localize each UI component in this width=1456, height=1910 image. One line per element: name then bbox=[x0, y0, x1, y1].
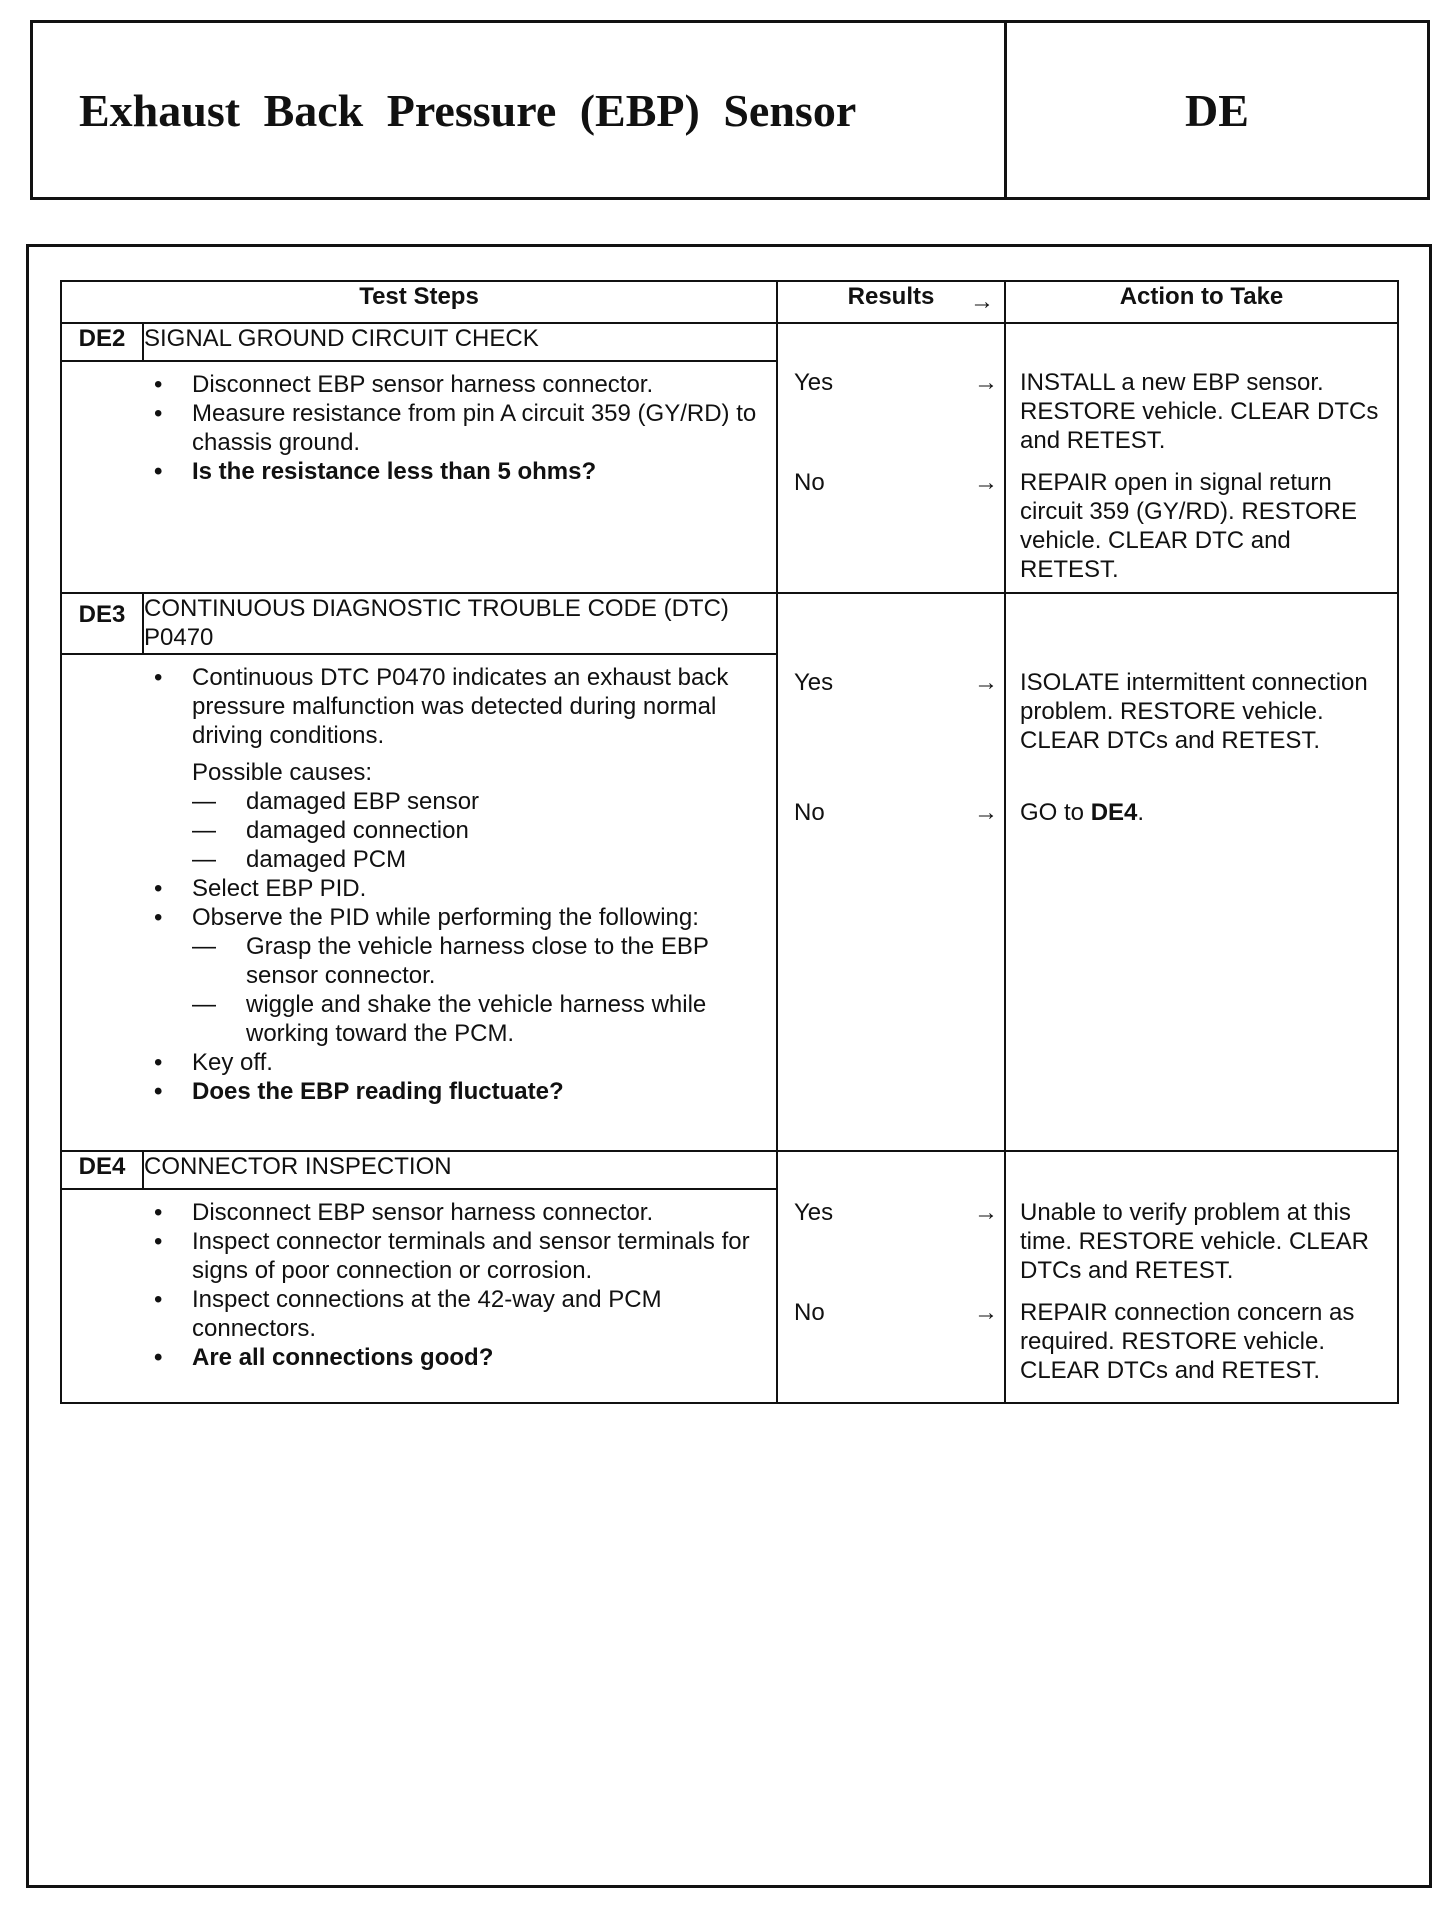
step-reference-link[interactable]: DE4 bbox=[1090, 799, 1138, 826]
step-id: DE2 bbox=[61, 323, 143, 361]
arrow-icon: → bbox=[974, 1299, 998, 1326]
list-item: • Continuous DTC P0470 indicates an exhaust back pressure malfunction was detected during normal driving conditions. bbox=[192, 663, 766, 750]
result-label: Yes bbox=[794, 1199, 834, 1226]
step-question: • Is the resistance less than 5 ohms? bbox=[192, 457, 766, 486]
action-text: INSTALL a new EBP sensor. RESTORE vehicle. CLEAR DTCs and RETEST. bbox=[1020, 369, 1379, 454]
test-steps-table bbox=[60, 280, 1399, 1404]
action-suffix: . bbox=[1137, 799, 1145, 826]
header-results bbox=[777, 281, 1005, 323]
action-text: Unable to verify problem at this time. RESTORE vehicle. CLEAR DTCs and RETEST. bbox=[1020, 1199, 1369, 1284]
test-frame bbox=[26, 244, 1432, 1888]
page-header bbox=[30, 20, 1430, 200]
step-items bbox=[62, 655, 776, 1112]
header-test-steps: Test Steps bbox=[61, 281, 777, 323]
header-action: Action to Take bbox=[1005, 281, 1398, 323]
result-label: No bbox=[794, 799, 825, 826]
list-item: — wiggle and shake the vehicle harness while working toward the PCM. bbox=[192, 990, 766, 1048]
step-actions-cell bbox=[1005, 593, 1398, 1151]
step-items bbox=[62, 362, 776, 492]
list-item: Possible causes: bbox=[192, 758, 373, 786]
header-results-label: Results bbox=[847, 283, 935, 310]
list-item: • Inspect connections at the 42-way and PCM connectors. bbox=[192, 1285, 766, 1343]
list-item: — damaged connection bbox=[192, 816, 766, 845]
step-results-cell bbox=[777, 1151, 1005, 1403]
step-title: SIGNAL GROUND CIRCUIT CHECK bbox=[143, 323, 777, 361]
arrow-icon: → bbox=[974, 1199, 998, 1226]
arrow-icon: → bbox=[974, 669, 998, 696]
list-item: — damaged EBP sensor bbox=[192, 787, 766, 816]
list-item: • Inspect connector terminals and sensor terminals for signs of poor connection or corrosion. bbox=[192, 1227, 766, 1285]
step-de3-title-row bbox=[61, 593, 1398, 654]
arrow-icon: → bbox=[974, 799, 998, 826]
action-text: ISOLATE intermittent connection problem. RESTORE vehicle. CLEAR DTCs and RETEST. bbox=[1020, 669, 1368, 754]
step-title: CONNECTOR INSPECTION bbox=[143, 1151, 777, 1189]
step-body bbox=[61, 654, 777, 1151]
step-id: DE3 bbox=[61, 593, 143, 654]
result-label: Yes bbox=[794, 669, 834, 696]
action-text: REPAIR connection concern as required. RESTORE vehicle. CLEAR DTCs and RETEST. bbox=[1020, 1299, 1355, 1384]
step-results-cell bbox=[777, 323, 1005, 593]
list-item: • Disconnect EBP sensor harness connector. bbox=[192, 1198, 766, 1227]
step-results-cell bbox=[777, 593, 1005, 1151]
result-label: Yes bbox=[794, 369, 834, 396]
step-body bbox=[61, 1189, 777, 1403]
step-question: • Does the EBP reading fluctuate? bbox=[192, 1077, 766, 1106]
list-item: • Select EBP PID. bbox=[192, 874, 766, 903]
action-prefix: GO to bbox=[1020, 799, 1091, 826]
header-arrow-icon: → bbox=[970, 288, 994, 315]
table-header-row bbox=[61, 281, 1398, 323]
step-body bbox=[61, 361, 777, 593]
result-label: No bbox=[794, 469, 825, 496]
step-title: CONTINUOUS DIAGNOSTIC TROUBLE CODE (DTC) P0470 bbox=[143, 593, 777, 654]
step-items bbox=[62, 1190, 776, 1378]
step-de4-title-row bbox=[61, 1151, 1398, 1189]
section-code: DE bbox=[1185, 84, 1249, 136]
step-de2-title-row bbox=[61, 323, 1398, 361]
page-title: Exhaust Back Pressure (EBP) Sensor bbox=[33, 23, 1007, 197]
result-label: No bbox=[794, 1299, 825, 1326]
action-text bbox=[1020, 798, 1391, 827]
step-actions-cell bbox=[1005, 323, 1398, 593]
step-actions-cell bbox=[1005, 1151, 1398, 1403]
action-text: REPAIR open in signal return circuit 359 (GY/RD). RESTORE vehicle. CLEAR DTC and RETEST. bbox=[1020, 469, 1357, 583]
arrow-icon: → bbox=[974, 469, 998, 496]
list-item: — Grasp the vehicle harness close to the EBP sensor connector. bbox=[192, 932, 766, 990]
step-id: DE4 bbox=[61, 1151, 143, 1189]
arrow-icon: → bbox=[974, 369, 998, 396]
list-item: • Measure resistance from pin A circuit 359 (GY/RD) to chassis ground. bbox=[192, 399, 766, 457]
list-item: — damaged PCM bbox=[192, 845, 766, 874]
list-item: • Disconnect EBP sensor harness connector. bbox=[192, 370, 766, 399]
list-item: • Observe the PID while performing the following: bbox=[192, 903, 766, 932]
step-question: • Are all connections good? bbox=[192, 1343, 766, 1372]
list-item: • Key off. bbox=[192, 1048, 766, 1077]
